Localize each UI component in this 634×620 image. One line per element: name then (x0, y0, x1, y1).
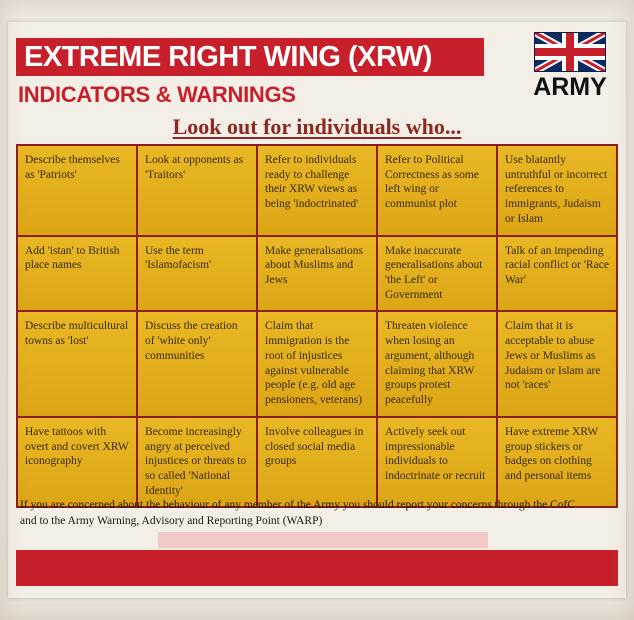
poster-title-banner (16, 38, 484, 76)
footer-line-1: If you are concerned about the behaviour of any member of the Army you should report your concerns through the CofC (20, 499, 576, 511)
indicator-cell: Describe themselves as 'Patriots' (18, 146, 138, 237)
union-jack-icon (534, 32, 606, 72)
army-logo (528, 32, 612, 102)
indicator-cell: Actively seek out impressionable individuals to indoctrinate or recruit (378, 418, 498, 509)
bottom-red-band (16, 550, 618, 586)
indicator-cell: Claim that immigration is the root of injustices against vulnerable people (e.g. old age pensioners, veterans) (258, 312, 378, 417)
indicator-cell: Discuss the creation of 'white only' communities (138, 312, 258, 417)
indicator-cell: Refer to individuals ready to challenge their XRW views as being 'indoctrinated' (258, 146, 378, 237)
indicator-cell: Become increasingly angry at perceived injustices or threats to so called 'National Identity' (138, 418, 258, 509)
indicator-cell: Add 'istan' to British place names (18, 237, 138, 313)
indicator-cell: Claim that it is acceptable to abuse Jews or Muslims as Judaism or Islam are not 'races' (498, 312, 618, 417)
indicator-cell: Use blatantly untruthful or incorrect references to immigrants, Judaism or Islam (498, 146, 618, 237)
redaction-bar (158, 532, 488, 548)
indicator-cell: Have extreme XRW group stickers or badges on clothing and personal items (498, 418, 618, 509)
poster-subtitle: INDICATORS & WARNINGS (18, 82, 296, 107)
indicator-cell: Make generalisations about Muslims and Jews (258, 237, 378, 313)
footer-note (16, 492, 618, 535)
indicator-cell: Make inaccurate generalisations about 'the Left' or Government (378, 237, 498, 313)
poster-sheet (8, 22, 626, 598)
indicator-cell: Refer to Political Correctness as some left wing or communist plot (378, 146, 498, 237)
indicator-cell: Involve colleagues in closed social media groups (258, 418, 378, 509)
indicator-cell: Look at opponents as 'Traitors' (138, 146, 258, 237)
page-title: EXTREME RIGHT WING (XRW) (24, 40, 432, 73)
footer-line-2: and to the Army Warning, Advisory and Reporting Point (WARP) (20, 514, 323, 527)
indicator-cell: Describe multicultural towns as 'lost' (18, 312, 138, 417)
indicators-grid (16, 144, 618, 508)
army-wordmark: ARMY (533, 73, 607, 101)
lookout-heading: Look out for individuals who... (172, 114, 462, 139)
indicator-cell: Threaten violence when losing an argument, although claiming that XRW groups protest peacefully (378, 312, 498, 417)
indicator-cell: Have tattoos with overt and covert XRW iconography (18, 418, 138, 509)
indicator-cell: Talk of an impending racial conflict or 'Race War' (498, 237, 618, 313)
indicator-cell: Use the term 'Islamofacism' (138, 237, 258, 313)
